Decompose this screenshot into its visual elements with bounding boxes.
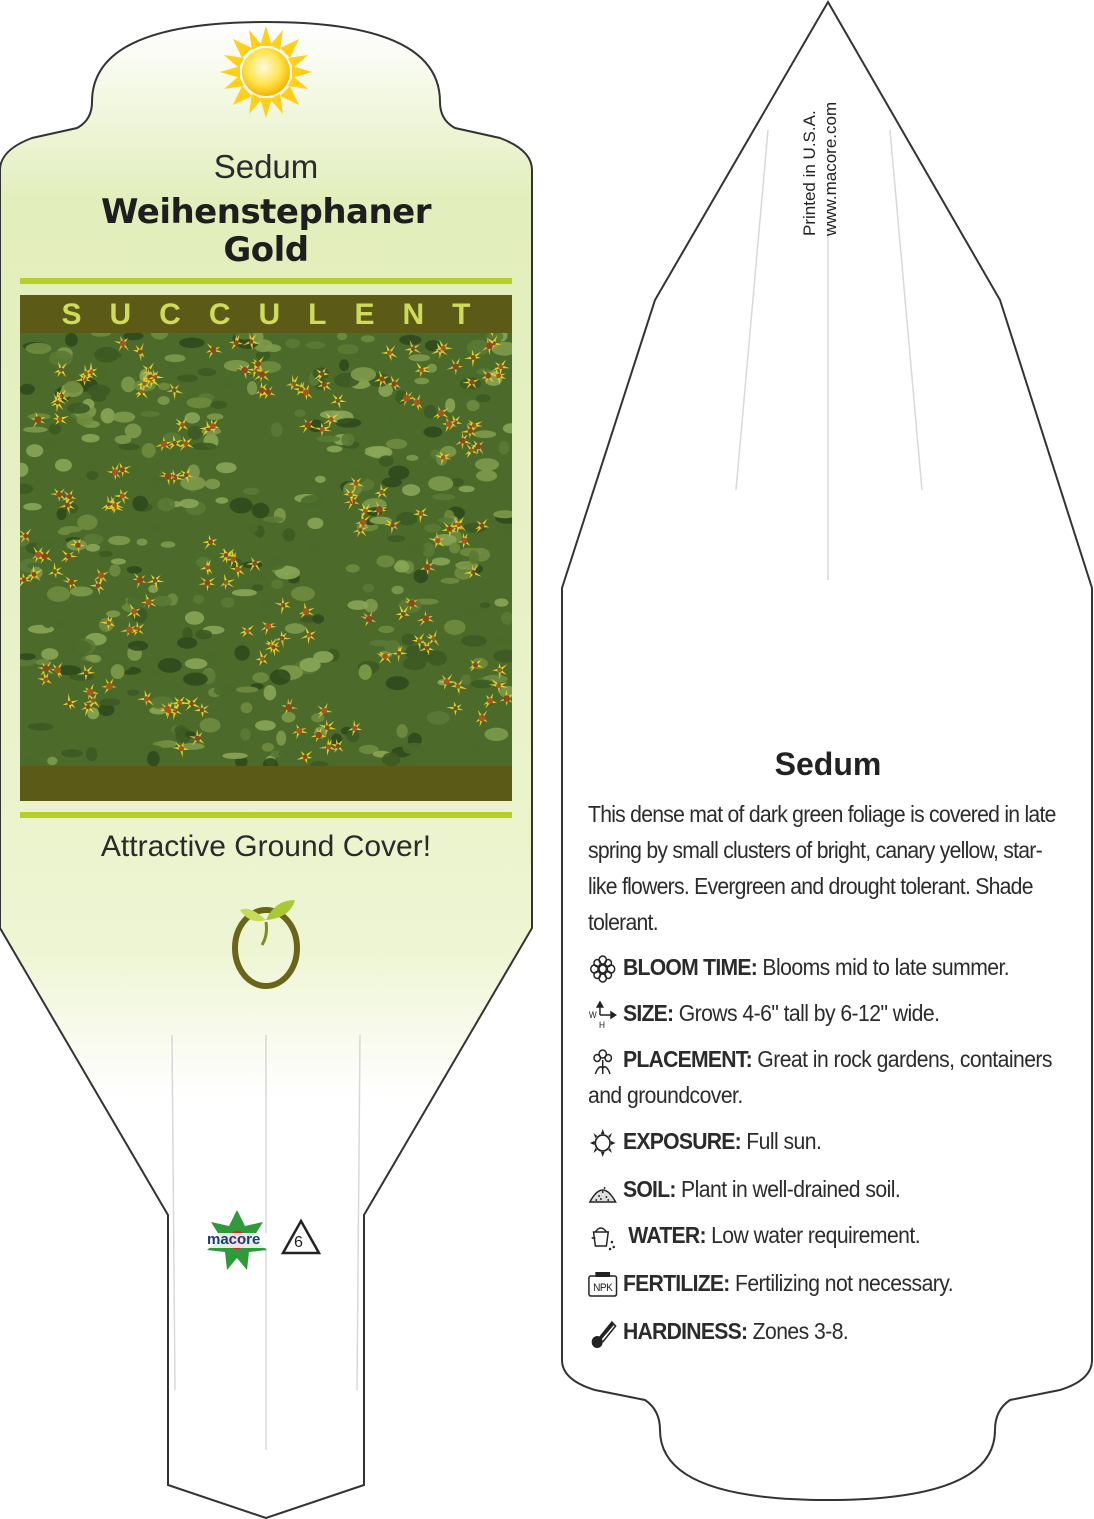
tagline: Attractive Ground Cover!: [100, 830, 432, 863]
photo-leaf: [61, 749, 83, 757]
svg-text:H: H: [599, 1019, 605, 1030]
photo-leaf: [364, 446, 390, 457]
photo-leaf: [379, 455, 394, 466]
photo-leaf: [387, 612, 399, 620]
soil-icon: [588, 1176, 617, 1206]
photo-leaf: [485, 728, 509, 741]
photo-leaf: [188, 426, 203, 440]
photo-leaf: [98, 352, 122, 359]
photo-leaf: [263, 516, 283, 522]
photo-leaf: [101, 408, 115, 423]
photo-leaf: [471, 680, 493, 689]
exposure-value: Full sun.: [746, 1128, 822, 1154]
photo-leaf: [158, 383, 170, 391]
photo-leaf: [99, 551, 113, 557]
category-label: SUCCULENT: [61, 298, 499, 331]
water-label: WATER:: [628, 1222, 706, 1248]
photo-leaf: [336, 418, 362, 428]
svg-text:W: W: [588, 1009, 597, 1021]
photo-leaf: [459, 486, 475, 493]
photo-leaf: [200, 718, 221, 733]
attr-exposure: [588, 1123, 1066, 1159]
photo-leaf: [158, 658, 182, 673]
photo-leaf: [409, 354, 431, 361]
photo-leaf: [121, 377, 135, 393]
photo-leaf: [232, 742, 245, 752]
photo-leaf: [137, 539, 148, 546]
bloom-time-label: BLOOM TIME:: [622, 954, 758, 980]
photo-leaf: [475, 458, 499, 471]
photo-leaf: [432, 558, 450, 566]
photo-leaf: [276, 731, 286, 746]
photo-leaf: [387, 535, 405, 542]
photo-leaf: [494, 598, 508, 606]
photo-bottom-band: [20, 766, 512, 801]
photo-leaf: [363, 584, 374, 593]
photo-leaf: [99, 698, 120, 706]
photo-leaf: [458, 388, 476, 397]
photo-leaf: [147, 751, 160, 766]
photo-leaf: [341, 433, 354, 446]
photo-leaf: [476, 394, 491, 402]
photo-leaf: [215, 497, 228, 503]
photo-leaf: [210, 401, 227, 409]
photo-leaf: [183, 673, 208, 686]
photo-leaf: [128, 641, 148, 651]
photo-leaf: [414, 569, 429, 583]
photo-leaf: [42, 614, 55, 628]
photo-leaf: [252, 672, 269, 683]
photo-leaf: [346, 564, 360, 572]
photo-leaf: [157, 498, 175, 512]
photo-leaf: [386, 676, 409, 690]
photo-leaf: [424, 427, 443, 438]
accent-line-top: [20, 278, 512, 284]
photo-leaf: [129, 466, 141, 473]
photo-leaf: [127, 595, 145, 609]
photo-leaf: [386, 417, 402, 430]
photo-leaf: [195, 630, 212, 639]
exposure-label: EXPOSURE:: [622, 1128, 741, 1154]
size-label: SIZE:: [622, 1000, 674, 1026]
photo-leaf: [87, 471, 99, 480]
photo-leaf: [187, 397, 213, 408]
photo-leaf: [64, 381, 82, 393]
photo-leaf: [150, 476, 164, 489]
photo-leaf: [185, 658, 208, 669]
attr-water: [588, 1217, 1066, 1253]
photo-leaf: [111, 664, 125, 679]
photo-leaf: [77, 414, 93, 426]
photo-leaf: [232, 589, 257, 596]
front-cultivar-line1: Weihenstephaner: [100, 192, 432, 232]
fertilize-label: FERTILIZE:: [622, 1270, 730, 1296]
soil-value: Plant in well-drained soil.: [681, 1176, 901, 1202]
photo-leaf: [306, 341, 326, 348]
photo-leaf: [361, 335, 375, 342]
photo-leaf: [140, 411, 160, 417]
photo-leaf: [396, 724, 407, 738]
photo-leaf: [459, 608, 485, 615]
photo-leaf: [142, 443, 156, 458]
photo-leaf: [240, 728, 251, 740]
photo-leaf: [414, 378, 429, 385]
photo-leaf: [283, 528, 296, 541]
photo-leaf: [86, 655, 99, 662]
photo-leaf: [438, 517, 454, 523]
photo-leaf: [315, 476, 326, 483]
photo-leaf: [111, 558, 126, 564]
photo-leaf: [402, 743, 426, 755]
photo-leaf: [424, 689, 442, 704]
photo-leaf: [185, 412, 200, 423]
photo-leaf: [177, 637, 197, 649]
photo-leaf: [114, 597, 126, 606]
photo-leaf: [406, 455, 418, 461]
photo-leaf: [255, 572, 267, 580]
photo-leaf: [270, 669, 291, 685]
photo-leaf: [312, 614, 324, 623]
photo-leaf: [132, 496, 148, 511]
photo-leaf: [115, 435, 132, 444]
photo-leaf: [399, 335, 421, 345]
hardiness-value: Zones 3-8.: [752, 1318, 849, 1344]
printed-info: [799, 76, 841, 236]
photo-leaf: [185, 611, 204, 625]
photo-leaf: [192, 443, 217, 451]
attr-size: [588, 995, 1066, 1031]
description: This dense mat of dark green foliage is covered in late spring by small clusters of bright, canary yellow, star-like flowers. Evergreen and drought tolerant. Shade tolerant.: [588, 801, 1056, 935]
photo-leaf: [427, 364, 437, 373]
photo-leaf: [234, 645, 249, 660]
watering-can-icon: [588, 1222, 617, 1252]
photo-leaf: [311, 713, 324, 722]
photo-leaf: [463, 744, 484, 752]
photo-leaf: [216, 462, 237, 473]
photo-leaf: [49, 424, 61, 435]
photo-leaf: [247, 381, 257, 395]
photo-leaf: [396, 512, 417, 526]
photo-leaf: [449, 543, 460, 554]
sun-logo-icon: [220, 26, 312, 118]
front-genus: Sedum: [213, 148, 319, 185]
placement-value: Great in rock gardens, containers and groundcover.: [588, 1046, 1052, 1108]
photo-leaf: [28, 723, 54, 731]
photo-leaf: [313, 651, 333, 663]
photo-leaf: [174, 725, 186, 735]
photo-leaf: [441, 578, 460, 584]
photo-leaf: [86, 747, 97, 761]
flower-icon: [588, 954, 617, 984]
photo-leaf: [394, 561, 409, 572]
photo-leaf: [77, 515, 97, 531]
photo-leaf: [180, 476, 206, 490]
photo-leaf: [255, 720, 276, 731]
photo-leaf: [67, 403, 90, 414]
photo-leaf: [424, 524, 441, 533]
photo-leaf: [264, 557, 286, 570]
photo-leaf: [58, 529, 71, 536]
photo-leaf: [337, 344, 359, 354]
photo-leaf: [165, 354, 186, 362]
photo-leaf: [134, 677, 146, 687]
photo-leaf: [264, 685, 277, 700]
photo-leaf: [432, 494, 455, 501]
photo-leaf: [153, 596, 172, 607]
hardiness-label: HARDINESS:: [622, 1318, 748, 1344]
photo-leaf: [214, 685, 235, 696]
photo-leaf: [427, 711, 450, 725]
photo-leaf: [91, 394, 106, 402]
photo-leaf: [271, 579, 283, 589]
photo-leaf: [198, 368, 216, 376]
size-arrows-icon: [588, 1000, 617, 1030]
photo-leaf: [285, 339, 300, 349]
photo-leaf: [180, 499, 199, 508]
photo-leaf: [402, 634, 416, 646]
photo-leaf: [445, 398, 455, 412]
recycle-code: 6: [294, 1234, 303, 1251]
photo-leaf: [47, 586, 70, 602]
photo-leaf: [307, 518, 323, 529]
photo-leaf: [271, 422, 283, 437]
photo-leaf: [147, 523, 165, 532]
photo-leaf: [370, 517, 392, 525]
photo-leaf: [392, 586, 404, 595]
photo-leaf: [49, 351, 73, 367]
photo-leaf: [217, 377, 236, 389]
photo-leaf: [277, 352, 294, 360]
placement-plant-icon: [588, 1046, 617, 1076]
photo-leaf: [236, 686, 258, 692]
photo-leaf: [499, 441, 510, 455]
attr-bloom-time: [588, 949, 1066, 985]
attr-soil: [588, 1171, 1066, 1207]
photo-leaf: [386, 439, 407, 449]
photo-leaf: [243, 488, 260, 495]
photo-leaf: [47, 757, 57, 766]
plant-photo: [20, 333, 512, 766]
photo-leaf: [170, 451, 187, 457]
photo-leaf: [461, 635, 487, 646]
photo-leaf: [205, 479, 220, 489]
photo-leaf: [113, 412, 136, 423]
photo-leaf: [260, 599, 272, 614]
photo-leaf: [177, 375, 198, 383]
photo-leaf: [86, 544, 100, 552]
photo-leaf: [222, 753, 247, 759]
photo-leaf: [444, 620, 466, 635]
photo-leaf: [428, 476, 453, 491]
npk-icon: [588, 1270, 617, 1300]
photo-leaf: [467, 400, 480, 411]
photo-leaf: [26, 444, 43, 457]
photo-leaf: [376, 555, 394, 567]
photo-leaf: [57, 508, 67, 520]
photo-leaf: [221, 597, 235, 607]
photo-leaf: [348, 600, 369, 610]
photo-leaf: [285, 623, 305, 634]
photo-leaf: [161, 541, 176, 548]
photo-leaf: [316, 436, 340, 443]
photo-leaf: [55, 459, 72, 472]
photo-leaf: [23, 427, 48, 433]
fertilize-value: Fertilizing not necessary.: [734, 1270, 954, 1296]
photo-leaf: [359, 664, 372, 680]
printed-in-usa: Printed in U.S.A.: [800, 110, 819, 236]
water-value: Low water requirement.: [711, 1222, 921, 1248]
photo-leaf: [81, 434, 99, 443]
photo-leaf: [108, 536, 130, 545]
photo-leaf: [382, 753, 400, 767]
photo-leaf: [241, 702, 253, 713]
photo-leaf: [460, 674, 471, 685]
photo-leaf: [23, 503, 42, 510]
bloom-time-value: Blooms mid to late summer.: [762, 954, 1010, 980]
photo-leaf: [301, 495, 325, 508]
photo-leaf: [282, 712, 296, 723]
photo-leaf: [339, 359, 349, 371]
sun-icon: [588, 1128, 617, 1158]
photo-leaf: [361, 731, 379, 738]
photo-leaf: [278, 750, 289, 759]
photo-leaf: [469, 550, 479, 564]
photo-leaf: [179, 338, 205, 348]
back-title: Sedum: [774, 746, 882, 782]
photo-leaf: [262, 743, 274, 752]
photo-leaf: [476, 470, 497, 482]
photo-leaf: [449, 641, 460, 651]
photo-leaf: [20, 384, 35, 395]
attr-fertilize: [588, 1265, 1066, 1301]
photo-leaf: [378, 626, 394, 633]
photo-leaf: [480, 602, 491, 608]
photo-leaf: [36, 539, 59, 552]
photo-leaf: [87, 708, 99, 720]
soil-label: SOIL:: [622, 1176, 676, 1202]
photo-leaf: [158, 396, 170, 405]
photo-leaf: [351, 367, 376, 382]
accent-line-bottom: [20, 812, 512, 818]
photo-leaf: [127, 566, 142, 574]
photo-leaf: [70, 587, 93, 597]
photo-leaf: [388, 466, 409, 480]
attr-hardiness: [588, 1313, 1066, 1349]
attr-placement: [588, 1041, 1066, 1113]
photo-leaf: [295, 409, 306, 417]
svg-text:NPK: NPK: [593, 1281, 613, 1295]
photo-leaf: [248, 525, 258, 533]
photo-leaf: [327, 446, 343, 453]
macore-brand-text: macore: [207, 1231, 261, 1248]
size-value: Grows 4-6" tall by 6-12" wide.: [678, 1000, 940, 1026]
photo-leaf: [119, 444, 140, 451]
photo-leaf: [252, 503, 270, 518]
photo-leaf: [291, 586, 315, 601]
photo-leaf: [369, 640, 389, 646]
website: www.macore.com: [821, 101, 840, 236]
photo-leaf: [474, 430, 497, 438]
photo-leaf: [41, 648, 58, 660]
photo-leaf: [67, 640, 92, 655]
photo-leaf: [207, 413, 224, 420]
photo-leaf: [406, 645, 417, 657]
thermometer-icon: [588, 1318, 617, 1348]
photo-leaf: [309, 542, 321, 552]
front-cultivar-line2: Gold: [223, 230, 309, 270]
placement-label: PLACEMENT:: [622, 1046, 752, 1072]
photo-leaf: [193, 595, 204, 604]
photo-leaf: [182, 577, 197, 592]
photo-leaf: [65, 333, 78, 347]
photo-leaf: [406, 544, 425, 555]
photo-leaf: [252, 584, 264, 591]
photo-leaf: [402, 484, 420, 496]
photo-leaf: [26, 343, 52, 354]
photo-leaf: [127, 689, 140, 695]
photo-leaf: [230, 498, 253, 514]
photo-leaf: [109, 564, 120, 576]
